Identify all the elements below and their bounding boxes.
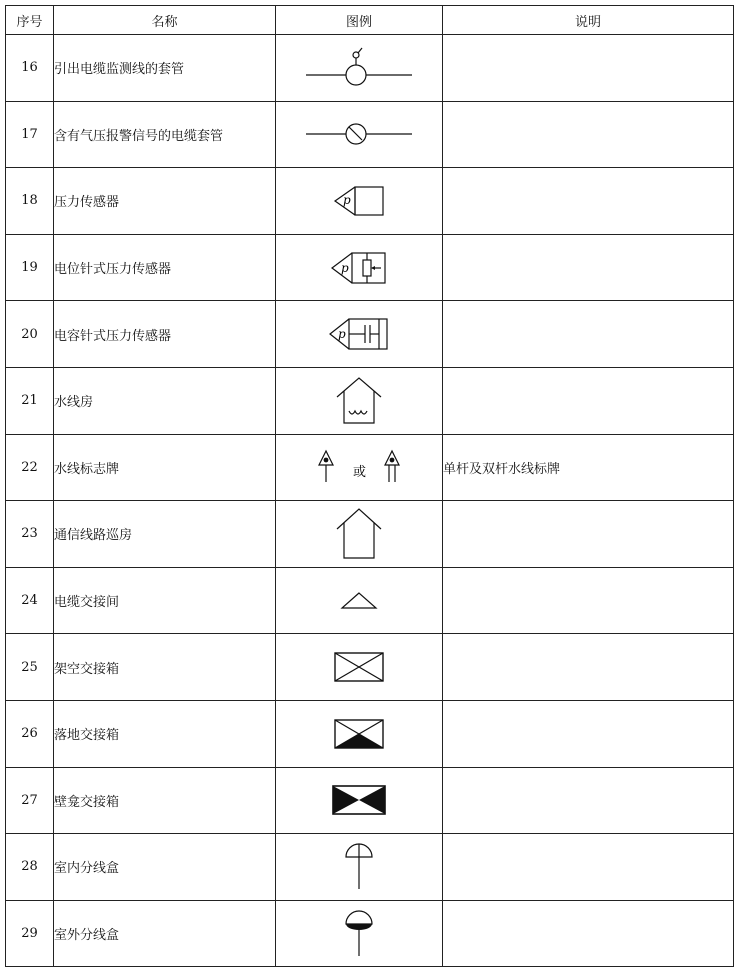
row-name: 室外分线盒 xyxy=(54,900,276,967)
row-symbol xyxy=(276,501,443,568)
row-name: 壁龛交接箱 xyxy=(54,767,276,834)
sensor-label: p xyxy=(341,260,349,275)
table-row xyxy=(6,834,734,901)
row-symbol xyxy=(276,168,443,235)
row-note xyxy=(443,900,734,967)
row-num: 18 xyxy=(6,168,54,235)
row-num: 26 xyxy=(6,700,54,767)
row-name: 架空交接箱 xyxy=(54,634,276,701)
row-name: 压力传感器 xyxy=(54,168,276,235)
row-num: 21 xyxy=(6,367,54,434)
row-name: 水线标志牌 xyxy=(54,434,276,501)
table-row xyxy=(6,767,734,834)
row-name: 电位针式压力传感器 xyxy=(54,234,276,301)
row-symbol xyxy=(276,567,443,634)
row-note xyxy=(443,700,734,767)
wall-niche-cross-connect-box-icon xyxy=(331,784,387,816)
row-symbol xyxy=(276,101,443,168)
table-row xyxy=(6,634,734,701)
header-num: 序号 xyxy=(6,6,54,35)
row-num: 16 xyxy=(6,35,54,102)
table-row xyxy=(6,101,734,168)
row-symbol xyxy=(276,367,443,434)
row-note xyxy=(443,234,734,301)
row-num: 29 xyxy=(6,900,54,967)
row-name: 电容针式压力传感器 xyxy=(54,301,276,368)
row-symbol xyxy=(276,301,443,368)
table-row xyxy=(6,700,734,767)
table-row xyxy=(6,35,734,102)
table-row xyxy=(6,234,734,301)
row-symbol xyxy=(276,834,443,901)
water-line-house-icon xyxy=(334,375,384,427)
cable-sleeve-with-pressure-alarm-icon xyxy=(304,119,414,149)
table-row xyxy=(6,567,734,634)
row-name: 室内分线盒 xyxy=(54,834,276,901)
row-note xyxy=(443,767,734,834)
row-name: 落地交接箱 xyxy=(54,700,276,767)
row-num: 22 xyxy=(6,434,54,501)
row-num: 19 xyxy=(6,234,54,301)
row-num: 17 xyxy=(6,101,54,168)
row-num: 23 xyxy=(6,501,54,568)
line-patrol-house-icon xyxy=(334,506,384,562)
capacitive-pressure-sensor-icon xyxy=(327,316,391,352)
row-symbol xyxy=(276,35,443,102)
row-note xyxy=(443,168,734,235)
cable-cross-connect-room-icon xyxy=(339,590,379,612)
table-row xyxy=(6,900,734,967)
row-note xyxy=(443,834,734,901)
row-name: 引出电缆监测线的套管 xyxy=(54,35,276,102)
row-num: 20 xyxy=(6,301,54,368)
row-note xyxy=(443,567,734,634)
table-row xyxy=(6,501,734,568)
row-num: 28 xyxy=(6,834,54,901)
table-row xyxy=(6,301,734,368)
header-symbol: 图例 xyxy=(276,6,443,35)
row-symbol xyxy=(276,767,443,834)
indoor-distribution-box-icon xyxy=(342,841,376,893)
row-symbol xyxy=(276,900,443,967)
cable-sleeve-with-monitor-lead-icon xyxy=(304,46,414,90)
row-note xyxy=(443,35,734,102)
row-note: 单杆及双杆水线标牌 xyxy=(443,434,734,501)
header-note: 说明 xyxy=(443,6,734,35)
row-num: 27 xyxy=(6,767,54,834)
table-row xyxy=(6,367,734,434)
row-symbol xyxy=(276,434,443,501)
table-row xyxy=(6,434,734,501)
sensor-label: p xyxy=(343,192,351,207)
row-num: 25 xyxy=(6,634,54,701)
row-name: 电缆交接间 xyxy=(54,567,276,634)
sensor-label: p xyxy=(338,327,346,342)
symbol-table xyxy=(5,5,734,967)
row-note xyxy=(443,301,734,368)
row-note xyxy=(443,501,734,568)
row-num: 24 xyxy=(6,567,54,634)
row-note xyxy=(443,634,734,701)
outdoor-distribution-box-icon xyxy=(342,908,376,960)
header-name: 名称 xyxy=(54,6,276,35)
potentiometric-pressure-sensor-icon xyxy=(328,250,390,286)
table-row xyxy=(6,168,734,235)
water-line-sign-icon xyxy=(309,447,409,487)
pressure-sensor-icon xyxy=(329,184,389,218)
row-name: 含有气压报警信号的电缆套管 xyxy=(54,101,276,168)
floor-cross-connect-box-icon xyxy=(333,718,385,750)
row-note xyxy=(443,101,734,168)
aerial-cross-connect-box-icon xyxy=(333,651,385,683)
row-name: 通信线路巡房 xyxy=(54,501,276,568)
or-label: 或 xyxy=(353,465,367,481)
row-symbol xyxy=(276,700,443,767)
row-note xyxy=(443,367,734,434)
table-header-row xyxy=(6,6,734,35)
row-name: 水线房 xyxy=(54,367,276,434)
row-symbol xyxy=(276,634,443,701)
row-symbol xyxy=(276,234,443,301)
